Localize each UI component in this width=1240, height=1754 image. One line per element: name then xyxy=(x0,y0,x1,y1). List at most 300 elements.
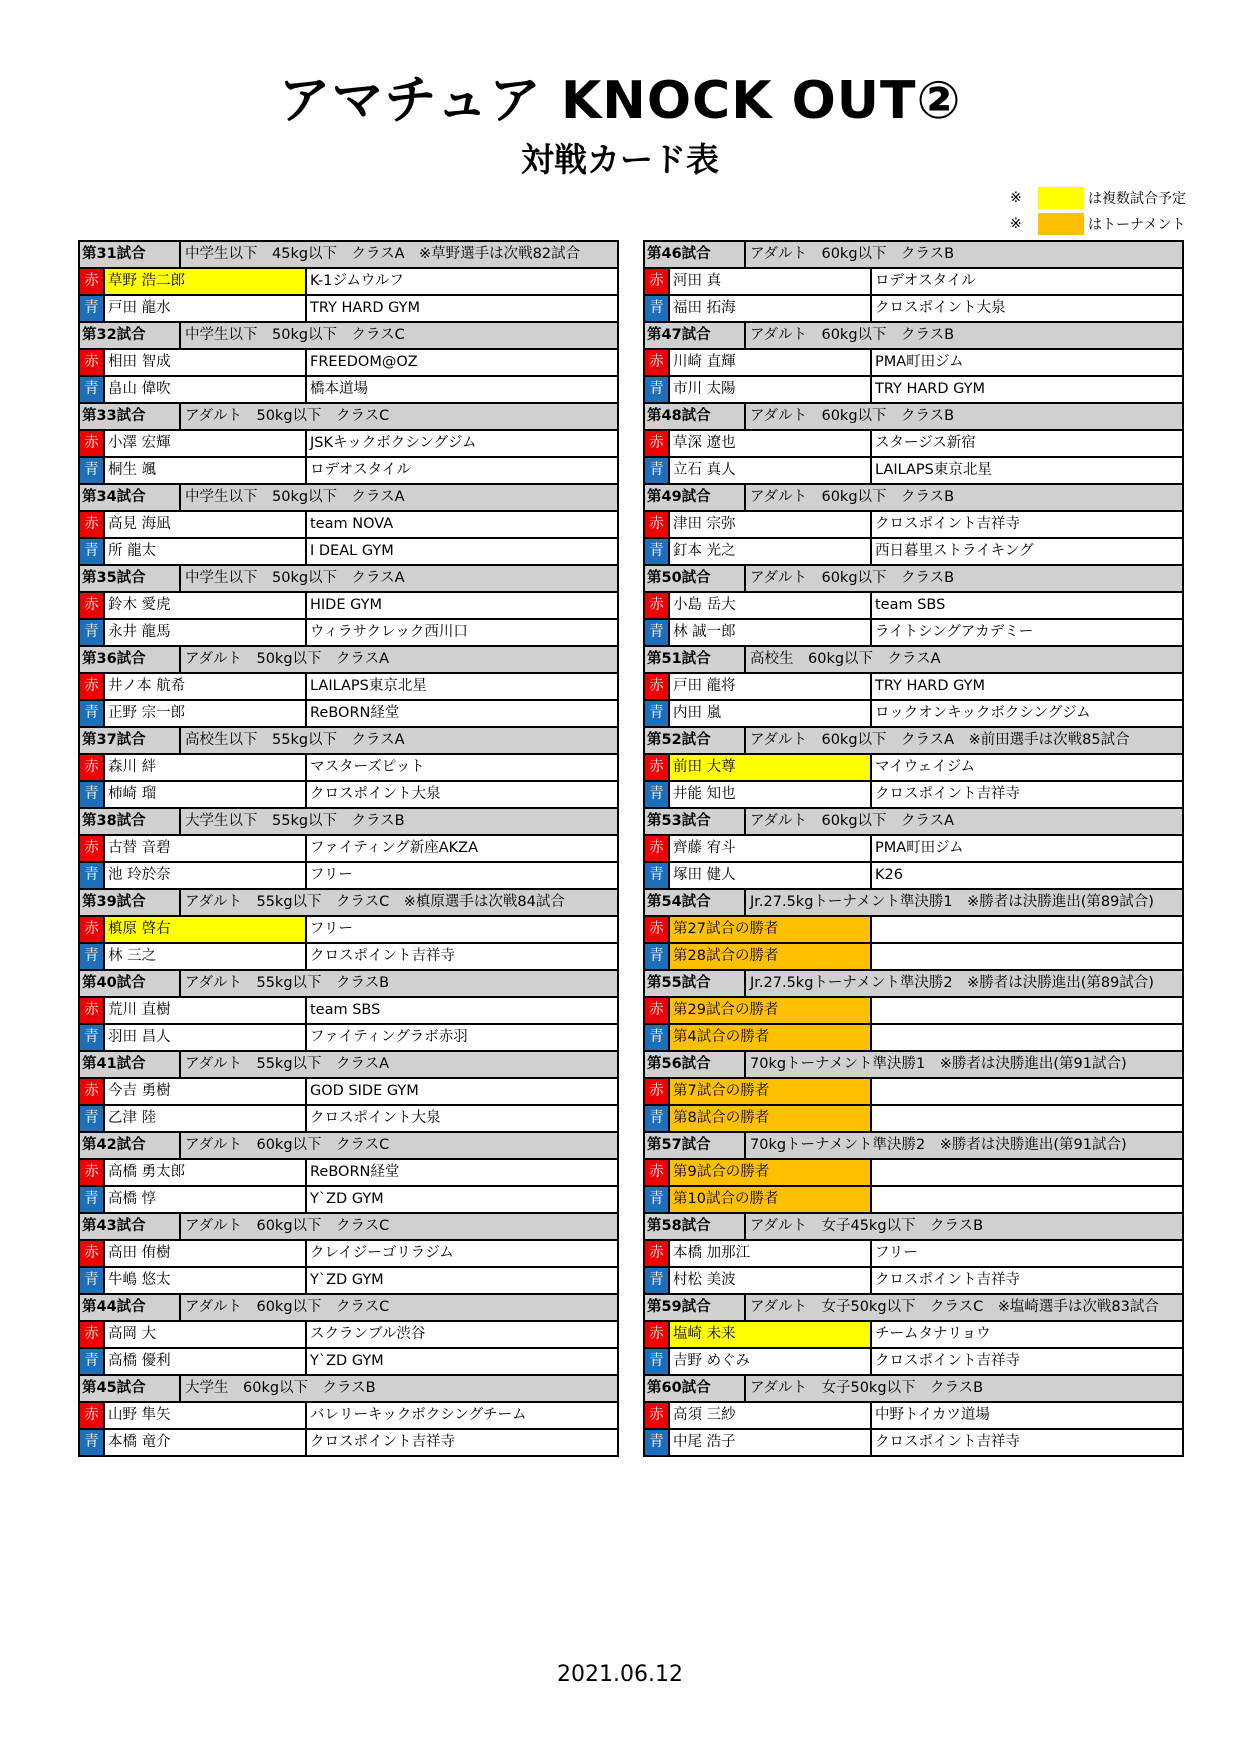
bout-info: アダルト 50kg以下 クラスC xyxy=(181,404,619,429)
fighter-row-red xyxy=(645,1322,1184,1349)
corner-red: 赤 xyxy=(645,593,670,618)
fighter-row-red xyxy=(80,674,619,701)
fighter-gym xyxy=(872,1025,1184,1050)
legend-tournament xyxy=(1010,213,1185,235)
fighter-row-blue xyxy=(80,1268,619,1295)
fighter-row-blue xyxy=(80,1187,619,1214)
bout-header xyxy=(80,323,619,350)
corner-red: 赤 xyxy=(80,593,105,618)
fighter-gym: クロスポイント吉祥寺 xyxy=(872,1349,1184,1374)
fighter-row-red xyxy=(80,1322,619,1349)
fighter-row-red xyxy=(80,917,619,944)
bout-header xyxy=(645,647,1184,674)
bout-info: Jr.27.5kgトーナメント準決勝1 ※勝者は決勝進出(第89試合) xyxy=(746,890,1184,915)
fighter-row-blue xyxy=(645,539,1184,566)
legend-multi xyxy=(1010,187,1186,209)
fighter-row-blue xyxy=(645,1025,1184,1052)
fighter-name: 畠山 偉吹 xyxy=(105,377,307,402)
bout-info: アダルト 女子45kg以下 クラスB xyxy=(746,1214,1184,1239)
fighter-row-red xyxy=(645,998,1184,1025)
bout-info: アダルト 50kg以下 クラスA xyxy=(181,647,619,672)
fighter-gym: フリー xyxy=(307,863,619,888)
bout-header xyxy=(645,1052,1184,1079)
corner-red: 赤 xyxy=(80,350,105,375)
corner-red: 赤 xyxy=(645,755,670,780)
fighter-name: 井ノ本 航希 xyxy=(105,674,307,699)
bout-info: アダルト 60kg以下 クラスC xyxy=(181,1214,619,1239)
fighter-row-blue xyxy=(645,701,1184,728)
bout-info: アダルト 60kg以下 クラスA xyxy=(746,809,1184,834)
corner-blue: 青 xyxy=(645,458,670,483)
bout-header xyxy=(80,566,619,593)
fighter-row-blue xyxy=(645,944,1184,971)
fighter-row-red xyxy=(645,836,1184,863)
fighter-name: 高見 海凪 xyxy=(105,512,307,537)
bout-info: 中学生以下 50kg以下 クラスC xyxy=(181,323,619,348)
bout-number: 第34試合 xyxy=(80,485,181,510)
corner-blue: 青 xyxy=(80,782,105,807)
fighter-name: 正野 宗一郎 xyxy=(105,701,307,726)
legend-swatch-orange xyxy=(1038,213,1084,235)
corner-red: 赤 xyxy=(80,512,105,537)
fighter-name: 柿崎 瑠 xyxy=(105,782,307,807)
corner-red: 赤 xyxy=(80,1160,105,1185)
fighter-name: 池 玲於奈 xyxy=(105,863,307,888)
fighter-row-blue xyxy=(80,539,619,566)
corner-red: 赤 xyxy=(80,755,105,780)
corner-red: 赤 xyxy=(80,917,105,942)
fighter-row-red xyxy=(645,674,1184,701)
bout-number: 第32試合 xyxy=(80,323,181,348)
fighter-name: 齊藤 宥斗 xyxy=(670,836,872,861)
fighter-row-red xyxy=(80,755,619,782)
fighter-name: 村松 美波 xyxy=(670,1268,872,1293)
bout-number: 第55試合 xyxy=(645,971,746,996)
event-date: 2021.06.12 xyxy=(557,1662,683,1687)
corner-red: 赤 xyxy=(80,836,105,861)
corner-blue: 青 xyxy=(80,1187,105,1212)
fighter-row-red xyxy=(80,350,619,377)
fighter-row-blue xyxy=(645,1349,1184,1376)
page-title: アマチュア KNOCK OUT② xyxy=(278,71,962,131)
corner-blue: 青 xyxy=(80,377,105,402)
bout-number: 第37試合 xyxy=(80,728,181,753)
fighter-row-red xyxy=(80,836,619,863)
corner-red: 赤 xyxy=(645,350,670,375)
fighter-row-blue xyxy=(645,1430,1184,1457)
fighter-gym xyxy=(872,1079,1184,1104)
fighter-name: 内田 嵐 xyxy=(670,701,872,726)
fighter-name: 第27試合の勝者 xyxy=(670,917,872,942)
fighter-gym xyxy=(872,917,1184,942)
bout-number: 第44試合 xyxy=(80,1295,181,1320)
fighter-row-red xyxy=(80,1403,619,1430)
bout-header xyxy=(80,647,619,674)
fighter-row-red xyxy=(645,1241,1184,1268)
corner-red: 赤 xyxy=(645,1403,670,1428)
page-subtitle: 対戦カード表 xyxy=(521,140,719,179)
bout-info: 70kgトーナメント準決勝1 ※勝者は決勝進出(第91試合) xyxy=(746,1052,1184,1077)
corner-red: 赤 xyxy=(80,1403,105,1428)
fighter-gym: マイウェイジム xyxy=(872,755,1184,780)
fighter-row-blue xyxy=(80,1106,619,1133)
fighter-gym: ライトシングアカデミー xyxy=(872,620,1184,645)
corner-blue: 青 xyxy=(645,944,670,969)
fighter-name: 草野 浩二郎 xyxy=(105,269,307,294)
bout-header xyxy=(80,890,619,917)
fighter-gym: 橋本道場 xyxy=(307,377,619,402)
fighter-name: 古替 音碧 xyxy=(105,836,307,861)
bout-number: 第53試合 xyxy=(645,809,746,834)
legend-label: はトーナメント xyxy=(1088,217,1186,233)
corner-blue: 青 xyxy=(645,296,670,321)
bout-info: アダルト 55kg以下 クラスB xyxy=(181,971,619,996)
bout-info: アダルト 60kg以下 クラスB xyxy=(746,485,1184,510)
bout-header xyxy=(80,971,619,998)
fighter-gym: team SBS xyxy=(307,998,619,1023)
corner-red: 赤 xyxy=(645,1079,670,1104)
corner-red: 赤 xyxy=(645,431,670,456)
bout-number: 第59試合 xyxy=(645,1295,746,1320)
fighter-gym: ファイティングラボ赤羽 xyxy=(307,1025,619,1050)
fighter-gym: クロスポイント吉祥寺 xyxy=(307,1430,619,1455)
bout-header xyxy=(80,404,619,431)
fighter-gym: バレリーキックボクシングチーム xyxy=(307,1403,619,1428)
fighter-row-red xyxy=(80,1241,619,1268)
fighter-gym: チームタナリョウ xyxy=(872,1322,1184,1347)
bout-number: 第50試合 xyxy=(645,566,746,591)
bout-info: アダルト 55kg以下 クラスA xyxy=(181,1052,619,1077)
corner-red: 赤 xyxy=(645,836,670,861)
corner-blue: 青 xyxy=(80,1268,105,1293)
fighter-name: 所 龍太 xyxy=(105,539,307,564)
fighter-row-blue xyxy=(645,782,1184,809)
corner-blue: 青 xyxy=(645,701,670,726)
fighter-name: 森川 絆 xyxy=(105,755,307,780)
fighter-row-red xyxy=(80,512,619,539)
legend-label: は複数試合予定 xyxy=(1088,191,1186,207)
fighter-gym: クロスポイント大泉 xyxy=(307,782,619,807)
bout-number: 第56試合 xyxy=(645,1052,746,1077)
fighter-row-blue xyxy=(645,620,1184,647)
bout-number: 第46試合 xyxy=(645,242,746,267)
bout-info: 大学生以下 55kg以下 クラスB xyxy=(181,809,619,834)
bout-info: アダルト 60kg以下 クラスB xyxy=(746,242,1184,267)
bout-header xyxy=(645,1295,1184,1322)
bout-number: 第36試合 xyxy=(80,647,181,672)
fighter-name: 乙津 陸 xyxy=(105,1106,307,1131)
bout-info: 中学生以下 50kg以下 クラスA xyxy=(181,566,619,591)
fighter-gym xyxy=(872,1187,1184,1212)
corner-blue: 青 xyxy=(645,863,670,888)
fighter-row-blue xyxy=(80,701,619,728)
corner-blue: 青 xyxy=(80,863,105,888)
bout-info: アダルト 60kg以下 クラスC xyxy=(181,1133,619,1158)
bout-header xyxy=(645,1133,1184,1160)
fighter-row-blue xyxy=(80,863,619,890)
fighter-gym: team SBS xyxy=(872,593,1184,618)
fighter-gym: ReBORN経堂 xyxy=(307,701,619,726)
bout-number: 第47試合 xyxy=(645,323,746,348)
fighter-name: 第4試合の勝者 xyxy=(670,1025,872,1050)
fighter-name: 山野 隼矢 xyxy=(105,1403,307,1428)
bout-info: 高校生以下 55kg以下 クラスA xyxy=(181,728,619,753)
fighter-row-red xyxy=(645,269,1184,296)
corner-blue: 青 xyxy=(80,1430,105,1455)
fighter-name: 吉野 めぐみ xyxy=(670,1349,872,1374)
fighter-name: 高橋 勇太郎 xyxy=(105,1160,307,1185)
fighter-gym: FREEDOM@OZ xyxy=(307,350,619,375)
fighter-row-blue xyxy=(80,782,619,809)
bout-info: アダルト 55kg以下 クラスC ※槙原選手は次戦84試合 xyxy=(181,890,619,915)
fighter-name: 井能 知也 xyxy=(670,782,872,807)
corner-red: 赤 xyxy=(645,269,670,294)
fighter-row-red xyxy=(645,431,1184,458)
fighter-gym: TRY HARD GYM xyxy=(872,377,1184,402)
fighter-name: 林 誠一郎 xyxy=(670,620,872,645)
fighter-gym: I DEAL GYM xyxy=(307,539,619,564)
fighter-row-blue xyxy=(645,1187,1184,1214)
bout-header xyxy=(645,1214,1184,1241)
fighter-name: 相田 智成 xyxy=(105,350,307,375)
fighter-name: 第9試合の勝者 xyxy=(670,1160,872,1185)
fighter-name: 川崎 直輝 xyxy=(670,350,872,375)
fighter-name: 市川 太陽 xyxy=(670,377,872,402)
bout-table-right xyxy=(643,240,1184,1457)
fighter-gym: スタージス新宿 xyxy=(872,431,1184,456)
fighter-gym: クロスポイント大泉 xyxy=(307,1106,619,1131)
bout-number: 第52試合 xyxy=(645,728,746,753)
fighter-name: 小澤 宏輝 xyxy=(105,431,307,456)
bout-number: 第58試合 xyxy=(645,1214,746,1239)
fighter-row-red xyxy=(80,1079,619,1106)
fighter-gym: K-1ジムウルフ xyxy=(307,269,619,294)
fighter-row-red xyxy=(645,1403,1184,1430)
corner-blue: 青 xyxy=(80,1349,105,1374)
bout-header xyxy=(645,890,1184,917)
bout-header xyxy=(80,728,619,755)
bout-number: 第42試合 xyxy=(80,1133,181,1158)
fighter-row-blue xyxy=(80,458,619,485)
bout-header xyxy=(80,1133,619,1160)
fighter-gym: クロスポイント吉祥寺 xyxy=(307,944,619,969)
bout-number: 第43試合 xyxy=(80,1214,181,1239)
fighter-row-blue xyxy=(645,377,1184,404)
fighter-name: 塩崎 未来 xyxy=(670,1322,872,1347)
bout-info: アダルト 60kg以下 クラスC xyxy=(181,1295,619,1320)
fighter-row-red xyxy=(80,998,619,1025)
corner-red: 赤 xyxy=(80,674,105,699)
corner-red: 赤 xyxy=(645,1241,670,1266)
fighter-name: 林 三之 xyxy=(105,944,307,969)
bout-number: 第45試合 xyxy=(80,1376,181,1401)
fighter-name: 小島 岳大 xyxy=(670,593,872,618)
fighter-gym: スクランブル渋谷 xyxy=(307,1322,619,1347)
fighter-name: 羽田 昌人 xyxy=(105,1025,307,1050)
corner-blue: 青 xyxy=(80,1106,105,1131)
bout-header xyxy=(80,1376,619,1403)
fighter-row-red xyxy=(80,593,619,620)
bout-info: アダルト 60kg以下 クラスA ※前田選手は次戦85試合 xyxy=(746,728,1184,753)
fighter-name: 第29試合の勝者 xyxy=(670,998,872,1023)
legend-mark: ※ xyxy=(1010,190,1022,206)
legend-mark: ※ xyxy=(1010,216,1022,232)
fighter-name: 高田 侑樹 xyxy=(105,1241,307,1266)
bout-number: 第35試合 xyxy=(80,566,181,591)
fighter-name: 第10試合の勝者 xyxy=(670,1187,872,1212)
fighter-name: 中尾 浩子 xyxy=(670,1430,872,1455)
fighter-gym: TRY HARD GYM xyxy=(872,674,1184,699)
fighter-gym: フリー xyxy=(307,917,619,942)
fighter-row-red xyxy=(645,755,1184,782)
fighter-row-blue xyxy=(645,1268,1184,1295)
corner-red: 赤 xyxy=(645,1322,670,1347)
bout-info: アダルト 女子50kg以下 クラスB xyxy=(746,1376,1184,1401)
corner-blue: 青 xyxy=(645,1268,670,1293)
corner-blue: 青 xyxy=(80,701,105,726)
fighter-gym: クロスポイント吉祥寺 xyxy=(872,512,1184,537)
fighter-name: 河田 真 xyxy=(670,269,872,294)
fighter-name: 第28試合の勝者 xyxy=(670,944,872,969)
corner-red: 赤 xyxy=(80,998,105,1023)
fighter-name: 牛嶋 悠太 xyxy=(105,1268,307,1293)
bout-info: 中学生以下 45kg以下 クラスA ※草野選手は次戦82試合 xyxy=(181,242,619,267)
fighter-gym: クロスポイント吉祥寺 xyxy=(872,782,1184,807)
bout-number: 第41試合 xyxy=(80,1052,181,1077)
fighter-gym: ロデオスタイル xyxy=(872,269,1184,294)
fighter-name: 戸田 龍水 xyxy=(105,296,307,321)
fighter-gym: LAILAPS東京北星 xyxy=(872,458,1184,483)
fighter-gym: ロデオスタイル xyxy=(307,458,619,483)
fighter-row-red xyxy=(645,917,1184,944)
corner-blue: 青 xyxy=(645,620,670,645)
bout-header xyxy=(80,1052,619,1079)
corner-blue: 青 xyxy=(80,458,105,483)
bout-info: 高校生 60kg以下 クラスA xyxy=(746,647,1184,672)
bout-header xyxy=(645,1376,1184,1403)
fighter-name: 塚田 健人 xyxy=(670,863,872,888)
bout-number: 第51試合 xyxy=(645,647,746,672)
bout-header xyxy=(80,809,619,836)
fighter-name: 高岡 大 xyxy=(105,1322,307,1347)
fighter-gym xyxy=(872,1160,1184,1185)
bout-header xyxy=(645,971,1184,998)
fighter-gym: Y`ZD GYM xyxy=(307,1268,619,1293)
corner-red: 赤 xyxy=(645,512,670,537)
bout-number: 第49試合 xyxy=(645,485,746,510)
fighter-gym: PMA町田ジム xyxy=(872,836,1184,861)
fighter-gym: クレイジーゴリラジム xyxy=(307,1241,619,1266)
fighter-name: 第8試合の勝者 xyxy=(670,1106,872,1131)
fighter-row-red xyxy=(645,512,1184,539)
fighter-gym xyxy=(872,1106,1184,1131)
corner-blue: 青 xyxy=(645,1349,670,1374)
corner-blue: 青 xyxy=(80,1025,105,1050)
bout-header xyxy=(645,566,1184,593)
bout-number: 第48試合 xyxy=(645,404,746,429)
bout-number: 第57試合 xyxy=(645,1133,746,1158)
bout-header xyxy=(645,242,1184,269)
fighter-gym: ファイティング新座AKZA xyxy=(307,836,619,861)
fighter-row-blue xyxy=(80,1025,619,1052)
fighter-row-red xyxy=(80,431,619,458)
fighter-gym xyxy=(872,944,1184,969)
fighter-gym: team NOVA xyxy=(307,512,619,537)
fighter-name: 釘本 光之 xyxy=(670,539,872,564)
corner-blue: 青 xyxy=(645,539,670,564)
fighter-gym: LAILAPS東京北星 xyxy=(307,674,619,699)
fighter-name: 津田 宗弥 xyxy=(670,512,872,537)
fighter-row-blue xyxy=(645,296,1184,323)
fighter-gym: フリー xyxy=(872,1241,1184,1266)
fighter-name: 前田 大尊 xyxy=(670,755,872,780)
corner-blue: 青 xyxy=(645,782,670,807)
fighter-gym: クロスポイント吉祥寺 xyxy=(872,1430,1184,1455)
bout-number: 第40試合 xyxy=(80,971,181,996)
bout-number: 第54試合 xyxy=(645,890,746,915)
fighter-name: 今吉 勇樹 xyxy=(105,1079,307,1104)
fighter-row-red xyxy=(645,1160,1184,1187)
fighter-gym: JSKキックボクシングジム xyxy=(307,431,619,456)
fighter-row-red xyxy=(645,1079,1184,1106)
bout-header xyxy=(645,323,1184,350)
corner-red: 赤 xyxy=(645,674,670,699)
bout-header xyxy=(645,404,1184,431)
fighter-row-blue xyxy=(80,296,619,323)
fighter-gym: PMA町田ジム xyxy=(872,350,1184,375)
fighter-gym: クロスポイント吉祥寺 xyxy=(872,1268,1184,1293)
corner-red: 赤 xyxy=(80,1322,105,1347)
corner-red: 赤 xyxy=(645,998,670,1023)
fighter-gym: ReBORN経堂 xyxy=(307,1160,619,1185)
fighter-name: 本橋 加那江 xyxy=(670,1241,872,1266)
fighter-name: 高橋 惇 xyxy=(105,1187,307,1212)
fighter-row-blue xyxy=(80,1430,619,1457)
fighter-gym: クロスポイント大泉 xyxy=(872,296,1184,321)
bout-number: 第60試合 xyxy=(645,1376,746,1401)
fighter-row-blue xyxy=(645,863,1184,890)
bout-info: アダルト 60kg以下 クラスB xyxy=(746,404,1184,429)
bout-number: 第38試合 xyxy=(80,809,181,834)
fighter-row-red xyxy=(80,1160,619,1187)
corner-blue: 青 xyxy=(80,944,105,969)
fighter-row-blue xyxy=(80,377,619,404)
fighter-row-red xyxy=(645,350,1184,377)
fighter-name: 高橋 優利 xyxy=(105,1349,307,1374)
corner-blue: 青 xyxy=(645,1430,670,1455)
corner-blue: 青 xyxy=(645,1025,670,1050)
bout-info: アダルト 60kg以下 クラスB xyxy=(746,323,1184,348)
corner-red: 赤 xyxy=(80,1079,105,1104)
fighter-name: 高須 三紗 xyxy=(670,1403,872,1428)
fighter-gym: 中野トイカツ道場 xyxy=(872,1403,1184,1428)
fighter-name: 槙原 啓右 xyxy=(105,917,307,942)
corner-blue: 青 xyxy=(80,296,105,321)
fighter-name: 永井 龍馬 xyxy=(105,620,307,645)
fighter-name: 桐生 颯 xyxy=(105,458,307,483)
corner-blue: 青 xyxy=(645,1106,670,1131)
fighter-gym: ウィラサクレック西川口 xyxy=(307,620,619,645)
bout-header xyxy=(80,485,619,512)
fighter-gym: HIDE GYM xyxy=(307,593,619,618)
fighter-row-blue xyxy=(80,620,619,647)
fighter-row-blue xyxy=(645,458,1184,485)
fighter-row-red xyxy=(80,269,619,296)
bout-number: 第33試合 xyxy=(80,404,181,429)
bout-header xyxy=(645,728,1184,755)
bout-table-left xyxy=(78,240,619,1457)
corner-red: 赤 xyxy=(80,269,105,294)
